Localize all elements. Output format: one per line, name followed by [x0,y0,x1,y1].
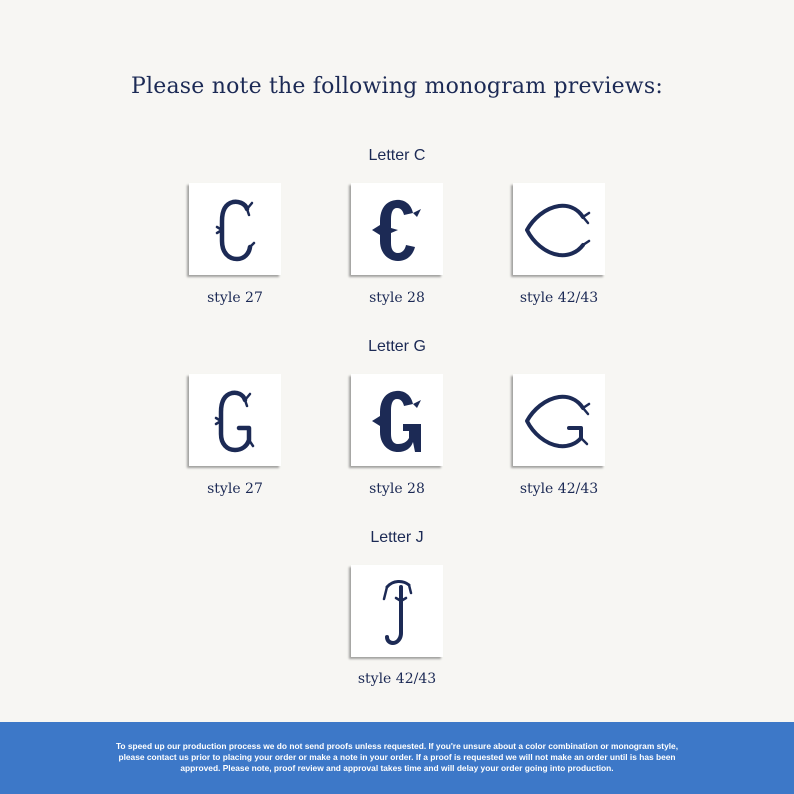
monogram-tile [189,183,281,275]
caption-style-28: style 28 [369,481,425,497]
monogram-tile [513,374,605,466]
monogram-c-style-42-43-icon [513,183,605,275]
caption-style-27: style 27 [207,290,263,306]
caption-style-42-43: style 42/43 [357,671,437,687]
monogram-tile [351,374,443,466]
footer-notice: To speed up our production process we do not send proofs unless requested. If you're unsure about a color combination or monogram style, please contact us prior to placing your order or make a note in your order. If a proof is requested we will not make an order until is has been approved. Please note, proof review and approval takes time and will delay your order going into production. [115,741,679,773]
footer-banner [0,722,794,794]
caption-style-28: style 28 [369,290,425,306]
monogram-tile [189,374,281,466]
monogram-g-style-42-43-icon [513,374,605,466]
caption-style-42-43: style 42/43 [519,481,599,497]
monogram-g-style-27-icon [189,374,281,466]
monogram-c-style-27-icon [189,183,281,275]
monogram-tile [351,183,443,275]
monogram-tile [513,183,605,275]
monogram-g-style-28-icon [351,374,443,466]
caption-style-42-43: style 42/43 [519,290,599,306]
caption-style-27: style 27 [207,481,263,497]
monogram-c-style-28-icon [351,183,443,275]
page-title: Please note the following monogram previews: [131,74,663,99]
section-label-letter-g: Letter G [368,338,426,355]
monogram-j-style-42-43-icon [351,565,443,657]
section-label-letter-j: Letter J [370,529,424,546]
section-label-letter-c: Letter C [368,147,426,164]
monogram-tile [351,565,443,657]
